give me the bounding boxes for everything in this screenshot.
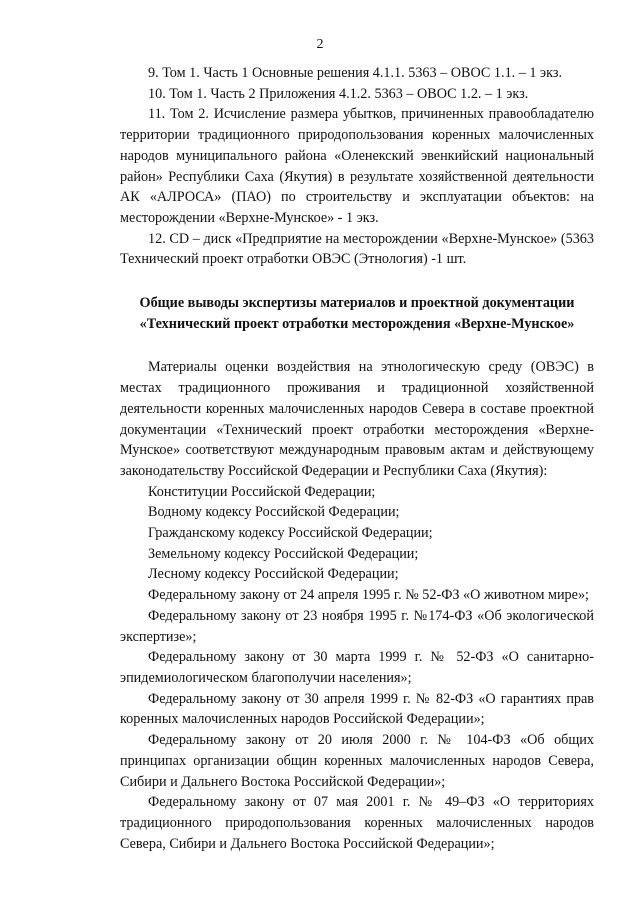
law-item: Водному кодексу Российской Федерации; xyxy=(148,504,400,521)
page-content xyxy=(120,63,594,854)
list-item: 10. Том 1. Часть 2 Приложения 4.1.2. 5363 – ОВОС 1.2. – 1 экз. xyxy=(148,85,529,102)
list-item: 11. Том 2. Исчисление размера убытков, причиненных правообладателю территории традиционного природопользования коренных малочисленных народов муниципального района «Оленекский эвенкийский национальный район» Республики Саха (Якутия) в результате хозяйственной деятельности АК «АЛРОСА» (ПАО) по строительству и эксплуатации объектов: на месторождении «Верхне-Мунское» - 1 экз. xyxy=(120,106,594,226)
law-item: Гражданскому кодексу Российской Федерации; xyxy=(148,525,433,542)
intro-paragraph: Материалы оценки воздействия на этнологическую среду (ОВЭС) в местах традиционного проживания и традиционной хозяйственной деятельности коренных малочисленных народов Севера в составе проектной документации «Технический проект отработки месторождения «Верхне-Мунское» соответствуют международным правовым актам и действующему законодательству Российской Федерации и Республики Саха (Якутия): xyxy=(120,359,594,479)
law-item: Федеральному закону от 23 ноября 1995 г. №174-ФЗ «Об экологической экспертизе»; xyxy=(120,607,594,645)
law-item: Конституции Российской Федерации; xyxy=(148,483,376,500)
law-item: Федеральному закону от 20 июля 2000 г. № 104-ФЗ «Об общих принципах организации общин коренных малочисленных народов Севера, Сибири и Дальнего Востока Российской Федерации»; xyxy=(120,732,594,790)
law-item: Лесному кодексу Российской Федерации; xyxy=(148,566,399,583)
spacer xyxy=(120,270,594,293)
page-number: 2 xyxy=(316,37,324,52)
law-item: Земельному кодексу Российской Федерации; xyxy=(148,545,419,562)
law-item: Федеральному закону от 24 апреля 1995 г. № 52-ФЗ «О животном мире»; xyxy=(148,587,589,604)
list-item: 12. CD – диск «Предприятие на месторождении «Верхне-Мунское» (5363 Технический проект отработки ОВЭС (Этнология) -1 шт. xyxy=(120,230,594,268)
list-item: 9. Том 1. Часть 1 Основные решения 4.1.1. 5363 – ОВОС 1.1. – 1 экз. xyxy=(148,65,562,81)
spacer xyxy=(120,334,594,357)
law-item: Федеральному закону от 30 марта 1999 г. № 52-ФЗ «О санитарно-эпидемиологическом благополучии населения»; xyxy=(120,649,594,686)
law-item: Федеральному закону от 30 апреля 1999 г. № 82-ФЗ «О гарантиях прав коренных малочисленных народов Российской Федерации»; xyxy=(120,690,594,728)
law-item: Федеральному закону от 07 мая 2001 г. № 49–ФЗ «О территориях традиционного природопользования коренных малочисленных народов Севера, Сибири и Дальнего Востока Российской Федерации»; xyxy=(120,794,594,852)
section-heading-line-2: «Технический проект отработки месторождения «Верхне-Мунское» xyxy=(139,315,575,332)
section-heading-line-1: Общие выводы экспертизы материалов и проектной документации xyxy=(139,295,575,312)
